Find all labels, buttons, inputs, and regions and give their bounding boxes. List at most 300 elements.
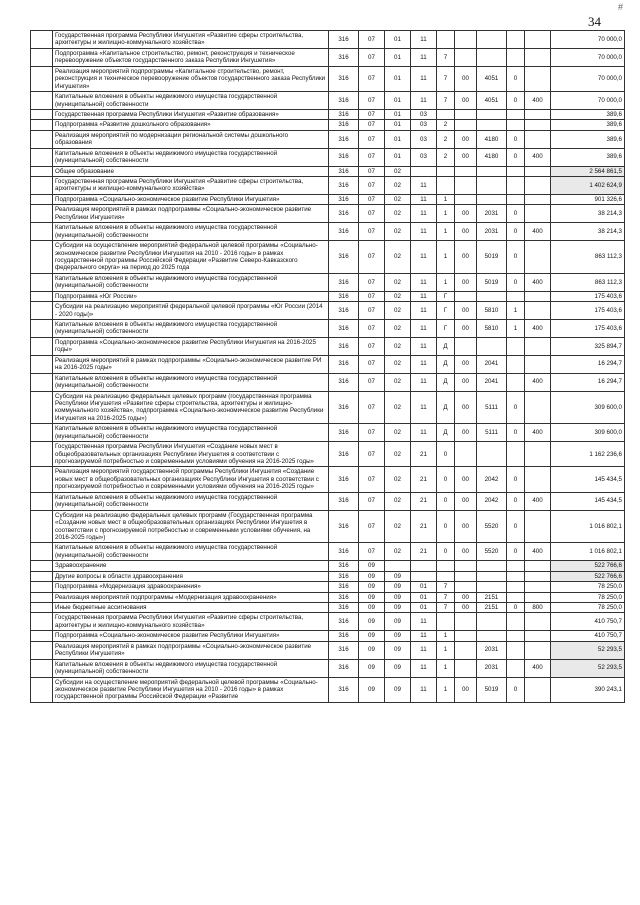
row-code-c4: 2151 [477, 592, 507, 602]
row-code-c4: 2041 [477, 373, 507, 391]
row-code-c3 [455, 166, 477, 176]
row-code-rz: 07 [359, 223, 385, 241]
table-row [31, 571, 625, 581]
row-blank-cell [31, 130, 53, 148]
row-name: Подпрограмма «Юг России» [53, 291, 329, 301]
row-code-c4 [477, 48, 507, 66]
row-name: Субсидии на осуществление мероприятий федеральной целевой программы «Социально-экономическое развитие Республики Ингушетия на 2010 - 2016 годы» в рамках государственной программы Российской Федерации «Развитие [53, 677, 329, 702]
row-code-c5 [507, 582, 525, 592]
row-code-ved: 316 [329, 273, 359, 291]
row-code-ved: 316 [329, 130, 359, 148]
row-code-pr: 01 [385, 148, 411, 166]
row-blank-cell [31, 613, 53, 631]
row-blank-cell [31, 543, 53, 561]
row-code-vr [525, 391, 551, 424]
row-code-c1: 11 [411, 613, 437, 631]
table-row [31, 241, 625, 274]
row-blank-cell [31, 510, 53, 543]
row-code-rz: 07 [359, 48, 385, 66]
row-code-c3 [455, 337, 477, 355]
table-row [31, 424, 625, 442]
row-code-c5 [507, 291, 525, 301]
row-code-c3 [455, 120, 477, 130]
table-row [31, 166, 625, 176]
table-row [31, 48, 625, 66]
row-code-c5 [507, 561, 525, 571]
row-code-c1: 11 [411, 273, 437, 291]
row-code-ved: 316 [329, 177, 359, 195]
row-code-c1: 21 [411, 492, 437, 510]
row-code-c4: 2031 [477, 223, 507, 241]
row-code-c5: 0 [507, 223, 525, 241]
row-code-c3 [455, 194, 477, 204]
row-code-c5: 1 [507, 302, 525, 320]
row-code-c5 [507, 659, 525, 677]
row-name: Субсидии на осуществление мероприятий федеральной целевой программы «Социально-экономическое развитие Республики Ингушетия на 2010 - 2016 годы» в рамках государственной программы Российской Федерации «Развитие Северо-Кавказского федерального округа» на период до 2025 года [53, 241, 329, 274]
table-row [31, 391, 625, 424]
row-code-c4 [477, 631, 507, 641]
row-code-c1 [411, 166, 437, 176]
row-code-ved: 316 [329, 543, 359, 561]
row-code-vr: 400 [525, 148, 551, 166]
row-amount: 70 000,0 [551, 92, 625, 110]
row-code-vr [525, 467, 551, 492]
row-code-c3 [455, 631, 477, 641]
row-code-c2: 7 [437, 92, 455, 110]
row-amount: 325 894,7 [551, 337, 625, 355]
row-code-c1: 11 [411, 320, 437, 338]
row-code-c4: 5810 [477, 320, 507, 338]
row-code-pr: 02 [385, 205, 411, 223]
row-code-pr: 09 [385, 613, 411, 631]
row-code-rz: 07 [359, 543, 385, 561]
row-name: Подпрограмма «Социально-экономическое развитие Республики Ингушетия» [53, 194, 329, 204]
row-blank-cell [31, 571, 53, 581]
row-code-c4: 5019 [477, 241, 507, 274]
row-code-pr: 02 [385, 223, 411, 241]
row-code-c3 [455, 561, 477, 571]
row-code-pr: 09 [385, 603, 411, 613]
row-code-ved: 316 [329, 241, 359, 274]
row-code-rz: 07 [359, 194, 385, 204]
row-name: Реализация мероприятий в рамках подпрограммы «Социально-экономическое развитие РИ на 2016-2025 годы» [53, 355, 329, 373]
row-code-ved: 316 [329, 641, 359, 659]
row-code-pr: 02 [385, 291, 411, 301]
row-code-c1: 03 [411, 120, 437, 130]
row-code-c3 [455, 613, 477, 631]
row-code-pr: 02 [385, 424, 411, 442]
row-code-c2: Г [437, 320, 455, 338]
row-amount: 16 294,7 [551, 373, 625, 391]
row-code-pr: 02 [385, 492, 411, 510]
row-code-c2 [437, 571, 455, 581]
row-code-c1: 11 [411, 31, 437, 49]
row-code-c4 [477, 109, 507, 119]
row-code-pr: 02 [385, 355, 411, 373]
row-amount: 175 403,6 [551, 291, 625, 301]
row-code-c5: 0 [507, 677, 525, 702]
row-code-vr [525, 677, 551, 702]
row-code-ved: 316 [329, 320, 359, 338]
row-code-c2: 7 [437, 582, 455, 592]
row-code-c3: 00 [455, 66, 477, 91]
row-amount: 70 000,0 [551, 31, 625, 49]
row-code-c1 [411, 561, 437, 571]
row-code-c5 [507, 337, 525, 355]
row-code-pr: 09 [385, 571, 411, 581]
row-code-c1: 11 [411, 355, 437, 373]
row-code-ved: 316 [329, 659, 359, 677]
row-blank-cell [31, 177, 53, 195]
row-code-c5: 0 [507, 241, 525, 274]
row-name: Государственная программа Республики Ингушетия «Развитие сферы строительства, архитектуры и жилищно-коммунального хозяйства» [53, 31, 329, 49]
row-code-c3: 00 [455, 373, 477, 391]
row-blank-cell [31, 582, 53, 592]
row-code-ved: 316 [329, 442, 359, 467]
row-code-ved: 316 [329, 373, 359, 391]
row-amount: 863 112,3 [551, 241, 625, 274]
row-code-c5: 0 [507, 424, 525, 442]
row-code-c5: 0 [507, 66, 525, 91]
row-code-pr: 09 [385, 592, 411, 602]
row-code-c2: Г [437, 291, 455, 301]
row-code-vr: 400 [525, 659, 551, 677]
row-amount: 389,6 [551, 148, 625, 166]
table-row [31, 130, 625, 148]
row-blank-cell [31, 592, 53, 602]
row-amount: 522 766,6 [551, 561, 625, 571]
row-code-c4 [477, 613, 507, 631]
row-name: Капитальные вложения в объекты недвижимого имущества государственной (муниципальной) собственности [53, 373, 329, 391]
row-name: Капитальные вложения в объекты недвижимого имущества государственной (муниципальной) собственности [53, 543, 329, 561]
row-code-rz: 07 [359, 492, 385, 510]
row-code-ved: 316 [329, 66, 359, 91]
row-code-c4 [477, 194, 507, 204]
row-code-ved: 316 [329, 561, 359, 571]
row-code-c4: 5520 [477, 510, 507, 543]
row-code-rz: 07 [359, 166, 385, 176]
row-blank-cell [31, 166, 53, 176]
row-code-c4 [477, 571, 507, 581]
row-code-c5 [507, 194, 525, 204]
row-code-c2: 2 [437, 130, 455, 148]
row-code-c4: 5019 [477, 273, 507, 291]
row-code-c3 [455, 31, 477, 49]
row-code-rz: 07 [359, 148, 385, 166]
row-code-c3: 00 [455, 510, 477, 543]
row-code-c1: 11 [411, 194, 437, 204]
row-code-vr [525, 510, 551, 543]
row-code-c2: 0 [437, 467, 455, 492]
row-code-ved: 316 [329, 467, 359, 492]
row-name: Государственная программа Республики Ингушетия «Развитие сферы строительства, архитектуры и жилищно-коммунального хозяйства» [53, 613, 329, 631]
row-code-rz: 07 [359, 373, 385, 391]
row-blank-cell [31, 109, 53, 119]
row-code-ved: 316 [329, 223, 359, 241]
row-code-pr: 02 [385, 241, 411, 274]
row-amount: 410 750,7 [551, 631, 625, 641]
row-code-c2 [437, 177, 455, 195]
row-code-c1: 11 [411, 205, 437, 223]
row-code-rz: 07 [359, 355, 385, 373]
row-code-c3: 00 [455, 223, 477, 241]
table-row [31, 337, 625, 355]
row-amount: 70 000,0 [551, 66, 625, 91]
row-code-vr [525, 355, 551, 373]
row-amount: 175 403,6 [551, 302, 625, 320]
row-code-vr [525, 194, 551, 204]
row-code-vr [525, 120, 551, 130]
row-code-c1: 03 [411, 109, 437, 119]
table-row [31, 543, 625, 561]
row-code-rz: 07 [359, 92, 385, 110]
row-code-pr: 01 [385, 48, 411, 66]
table-row [31, 320, 625, 338]
row-name: Подпрограмма «Социально-экономическое развитие Республики Ингушетия на 2016-2025 годы» [53, 337, 329, 355]
row-name: Другие вопросы в области здравоохранения [53, 571, 329, 581]
row-code-pr: 02 [385, 194, 411, 204]
row-blank-cell [31, 442, 53, 467]
table-row [31, 492, 625, 510]
row-code-c1: 03 [411, 148, 437, 166]
row-amount: 78 250,0 [551, 603, 625, 613]
row-code-vr [525, 613, 551, 631]
row-code-pr: 01 [385, 109, 411, 119]
row-blank-cell [31, 467, 53, 492]
row-code-vr [525, 337, 551, 355]
row-code-c2: 7 [437, 603, 455, 613]
row-name: Подпрограмма «Капитальное строительство, ремонт, реконструкция и техническое перевооружение объектов государственного заказа Республики Ингушетия» [53, 48, 329, 66]
row-code-c5: 0 [507, 603, 525, 613]
row-amount: 309 600,0 [551, 391, 625, 424]
row-code-ved: 316 [329, 48, 359, 66]
row-code-c3 [455, 442, 477, 467]
row-code-c1: 11 [411, 223, 437, 241]
row-code-rz: 07 [359, 241, 385, 274]
row-blank-cell [31, 205, 53, 223]
row-amount: 52 293,5 [551, 659, 625, 677]
table-row [31, 631, 625, 641]
row-code-c4 [477, 31, 507, 49]
row-name: Государственная программа Республики Ингушетия «Развитие образования» [53, 109, 329, 119]
row-code-rz: 09 [359, 592, 385, 602]
table-row [31, 148, 625, 166]
row-code-vr [525, 291, 551, 301]
row-code-ved: 316 [329, 631, 359, 641]
row-code-c2: 7 [437, 48, 455, 66]
row-code-c4 [477, 291, 507, 301]
row-code-c2 [437, 166, 455, 176]
row-code-c5 [507, 109, 525, 119]
table-row [31, 223, 625, 241]
row-code-pr [385, 561, 411, 571]
row-code-c3: 00 [455, 205, 477, 223]
row-code-pr: 02 [385, 442, 411, 467]
row-name: Капитальные вложения в объекты недвижимого имущества государственной (муниципальной) собственности [53, 223, 329, 241]
row-code-c5: 0 [507, 492, 525, 510]
row-name: Подпрограмма «Социально-экономическое развитие Республики Ингушетия» [53, 631, 329, 641]
row-code-c2: 7 [437, 592, 455, 602]
table-row [31, 510, 625, 543]
row-code-c5 [507, 373, 525, 391]
row-code-vr [525, 130, 551, 148]
row-code-c3: 00 [455, 148, 477, 166]
row-code-pr: 01 [385, 92, 411, 110]
row-code-vr: 400 [525, 92, 551, 110]
row-code-c3 [455, 291, 477, 301]
row-code-ved: 316 [329, 510, 359, 543]
row-code-c5: 0 [507, 273, 525, 291]
row-code-pr: 01 [385, 120, 411, 130]
row-code-ved: 316 [329, 355, 359, 373]
row-code-c3 [455, 659, 477, 677]
row-code-rz: 07 [359, 66, 385, 91]
row-name: Иные бюджетные ассигнования [53, 603, 329, 613]
row-code-c1: 11 [411, 302, 437, 320]
row-code-c4: 5111 [477, 424, 507, 442]
row-code-vr: 400 [525, 320, 551, 338]
row-amount: 901 326,6 [551, 194, 625, 204]
row-code-rz: 07 [359, 177, 385, 195]
row-name: Реализация мероприятий подпрограммы «Модернизация здравоохранения» [53, 592, 329, 602]
row-code-vr: 400 [525, 543, 551, 561]
row-amount: 1 016 802,1 [551, 543, 625, 561]
row-code-rz: 07 [359, 31, 385, 49]
row-code-rz: 07 [359, 302, 385, 320]
row-code-rz: 07 [359, 320, 385, 338]
corner-mark: # [618, 2, 624, 12]
row-code-vr: 400 [525, 273, 551, 291]
row-blank-cell [31, 641, 53, 659]
row-code-c2: 2 [437, 148, 455, 166]
table-row [31, 66, 625, 91]
row-code-c4: 2151 [477, 603, 507, 613]
row-blank-cell [31, 302, 53, 320]
row-amount: 863 112,3 [551, 273, 625, 291]
table-row [31, 291, 625, 301]
row-code-rz: 07 [359, 391, 385, 424]
row-code-c2: 1 [437, 677, 455, 702]
row-amount: 70 000,0 [551, 48, 625, 66]
row-amount: 1 402 624,9 [551, 177, 625, 195]
row-code-c5 [507, 641, 525, 659]
row-amount: 78 250,0 [551, 582, 625, 592]
row-code-ved: 316 [329, 613, 359, 631]
row-code-c4: 2042 [477, 467, 507, 492]
row-code-pr: 02 [385, 391, 411, 424]
row-code-c3 [455, 571, 477, 581]
row-code-c1: 03 [411, 130, 437, 148]
row-amount: 145 434,5 [551, 467, 625, 492]
row-code-c1: 11 [411, 677, 437, 702]
row-code-c1: 11 [411, 92, 437, 110]
row-code-c2 [437, 31, 455, 49]
row-code-vr [525, 166, 551, 176]
row-code-c2: 1 [437, 641, 455, 659]
row-code-pr: 09 [385, 659, 411, 677]
row-amount: 1 162 236,6 [551, 442, 625, 467]
row-blank-cell [31, 391, 53, 424]
row-name: Здравоохранение [53, 561, 329, 571]
row-code-ved: 316 [329, 592, 359, 602]
row-code-vr [525, 641, 551, 659]
row-amount: 38 214,3 [551, 205, 625, 223]
row-code-c3 [455, 48, 477, 66]
row-code-rz: 09 [359, 659, 385, 677]
table-row [31, 582, 625, 592]
table-row [31, 373, 625, 391]
row-amount: 389,6 [551, 120, 625, 130]
row-code-ved: 316 [329, 120, 359, 130]
row-code-c5 [507, 631, 525, 641]
table-row [31, 677, 625, 702]
row-code-rz: 09 [359, 603, 385, 613]
row-code-c3: 00 [455, 273, 477, 291]
row-code-vr [525, 48, 551, 66]
row-code-c3: 00 [455, 467, 477, 492]
row-code-c5 [507, 442, 525, 467]
row-code-c2: 1 [437, 241, 455, 274]
row-code-ved: 316 [329, 302, 359, 320]
row-code-ved: 316 [329, 337, 359, 355]
row-amount: 522 766,6 [551, 571, 625, 581]
row-code-vr: 400 [525, 223, 551, 241]
row-amount: 410 750,7 [551, 613, 625, 631]
row-code-rz: 09 [359, 641, 385, 659]
row-name: Субсидии на реализацию федеральных целевых программ (Государственная программа «Создание новых мест в общеобразовательных организациях Республики Ингушетия в соответствии с прогнозируемой потребностью и современными условиями обучения, на 2016-2025 годы») [53, 510, 329, 543]
row-amount: 78 250,0 [551, 592, 625, 602]
row-amount: 390 243,1 [551, 677, 625, 702]
row-code-c3: 00 [455, 302, 477, 320]
row-code-c5: 0 [507, 92, 525, 110]
row-code-c3 [455, 177, 477, 195]
row-code-ved: 316 [329, 391, 359, 424]
row-name: Капитальные вложения в объекты недвижимого имущества государственной (муниципальной) собственности [53, 148, 329, 166]
row-code-vr: 400 [525, 492, 551, 510]
row-code-c4: 5111 [477, 391, 507, 424]
row-code-c2: 1 [437, 223, 455, 241]
table-row [31, 177, 625, 195]
row-code-rz: 07 [359, 109, 385, 119]
row-code-c5: 1 [507, 320, 525, 338]
row-name: Капитальные вложения в объекты недвижимого имущества государственной (муниципальной) собственности [53, 273, 329, 291]
row-code-vr [525, 177, 551, 195]
row-name: Капитальные вложения в объекты недвижимого имущества государственной (муниципальной) собственности [53, 659, 329, 677]
table-row [31, 355, 625, 373]
row-name: Реализация мероприятий в рамках подпрограммы «Социально-экономическое развитие Республики Ингушетия» [53, 641, 329, 659]
row-code-c3: 00 [455, 677, 477, 702]
row-code-ved: 316 [329, 148, 359, 166]
row-code-c4 [477, 120, 507, 130]
row-amount: 309 600,0 [551, 424, 625, 442]
row-code-c5 [507, 177, 525, 195]
row-code-c5 [507, 592, 525, 602]
row-code-c3: 00 [455, 92, 477, 110]
row-blank-cell [31, 223, 53, 241]
row-code-c5: 0 [507, 130, 525, 148]
row-code-c2: 1 [437, 631, 455, 641]
row-code-rz: 07 [359, 510, 385, 543]
row-blank-cell [31, 320, 53, 338]
row-blank-cell [31, 291, 53, 301]
row-code-ved: 316 [329, 109, 359, 119]
row-code-c1: 11 [411, 641, 437, 659]
row-name: Капитальные вложения в объекты недвижимого имущества государственной (муниципальной) собственности [53, 320, 329, 338]
row-blank-cell [31, 659, 53, 677]
row-code-pr: 09 [385, 677, 411, 702]
row-code-c3 [455, 582, 477, 592]
row-code-c5: 0 [507, 205, 525, 223]
